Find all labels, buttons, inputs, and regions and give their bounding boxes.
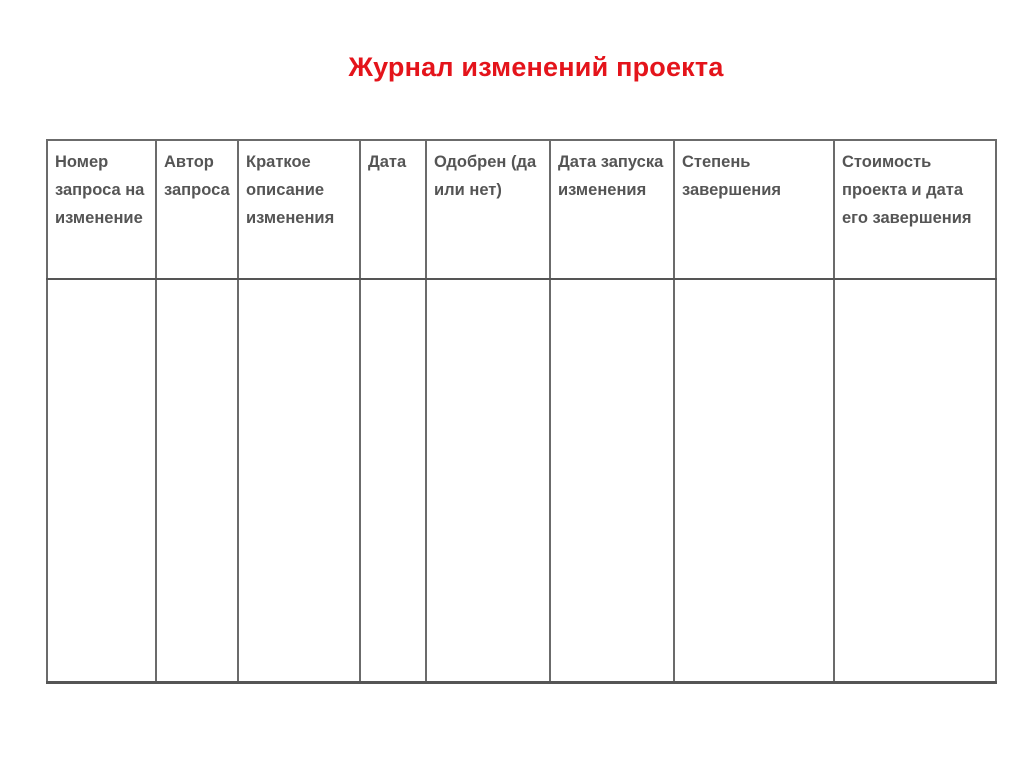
table-cell xyxy=(674,279,834,683)
column-header-change-description: Краткое описание изменения xyxy=(238,140,360,279)
table-cell xyxy=(238,279,360,683)
column-header-approved: Одобрен (да или нет) xyxy=(426,140,550,279)
column-header-date: Дата xyxy=(360,140,426,279)
table-cell xyxy=(550,279,674,683)
table-header-row xyxy=(47,140,996,279)
table-cell xyxy=(156,279,238,683)
table-cell xyxy=(360,279,426,683)
column-header-cost-and-date: Стоимость проекта и дата его завершения xyxy=(834,140,996,279)
table-cell xyxy=(834,279,996,683)
column-header-request-author: Автор запроса xyxy=(156,140,238,279)
column-header-request-number: Номер запроса на изменение xyxy=(47,140,156,279)
column-header-completion-degree: Степень завершения xyxy=(674,140,834,279)
table-row xyxy=(47,279,996,683)
table-cell xyxy=(426,279,550,683)
page-title: Журнал изменений проекта xyxy=(348,52,724,82)
column-header-launch-date: Дата запуска изменения xyxy=(550,140,674,279)
change-log-table xyxy=(46,139,997,684)
table-cell xyxy=(47,279,156,683)
